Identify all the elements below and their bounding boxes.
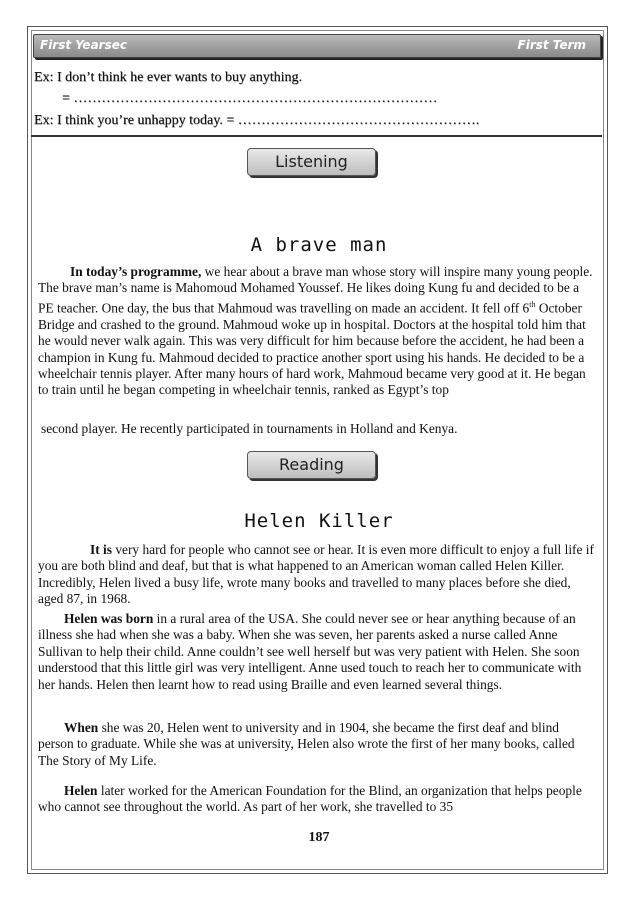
listening-text-2: October Bridge and crashed to the ground. Mahmoud woke up in hospital. Doctors at the hospital told him that he would never walk again. This was very difficult for him because before the accident, he had been a champion in Kung fu. Mahmoud decided to practice another sport using his hands. He decided to be a wheelchair tennis player. After many hours of hard work, Mahmoud became very good at it. He began to train until he began competing in wheelchair tennis, ranked as Egypt’s top: [38, 300, 586, 398]
listening-section-label: Listening: [247, 148, 376, 176]
listening-sup: th: [529, 299, 536, 309]
page-number: 187: [308, 830, 330, 845]
section-divider: [31, 135, 602, 137]
reading-title: Helen Killer: [244, 510, 394, 532]
reading-p3-text: she was 20, Helen went to university and in 1904, she became the first deaf and blind person to graduate. While she was at university, Helen also wrote the first of her many books, called The Story of My Life.: [38, 720, 575, 768]
example-line-3: Ex: I think you’re unhappy today. = …………………………………………….: [34, 113, 480, 128]
reading-paragraph-4: [38, 783, 598, 816]
header-year: First Yearsec: [40, 38, 127, 52]
reading-p2-lead: Helen was born: [64, 611, 154, 626]
reading-p4-lead: Helen: [64, 783, 98, 798]
header-bar: [33, 34, 601, 58]
reading-p1-lead: It is: [90, 542, 112, 557]
listening-last-line: second player. He recently participated in tournaments in Holland and Kenya.: [41, 421, 458, 436]
listening-paragraph: [38, 264, 598, 399]
reading-p1-text: very hard for people who cannot see or hear. It is even more difficult to enjoy a full life if you are both blind and deaf, but that is what happened to an American woman called Helen Killer. Incredibly, Helen lived a busy life, wrote many books and travelled to many places before she died, aged 87, in 1968.: [38, 542, 594, 607]
reading-paragraph-2: [38, 611, 598, 693]
listening-lead: In today’s programme,: [70, 264, 202, 279]
example-line-2: = ……………………………………………………………………: [62, 91, 438, 106]
example-line-1: Ex: I don’t think he ever wants to buy anything.: [34, 70, 303, 85]
reading-paragraph-3: [38, 720, 598, 769]
listening-title: A brave man: [250, 234, 388, 256]
listening-text-1: we hear about a brave man whose story will inspire many young people. The brave man’s name is Mahomoud Mohamed Youssef. He likes doing Kung fu and decided to be a PE teacher. One day, the bus that Mahmoud was travelling on made an accident. It fell off 6: [38, 264, 593, 316]
reading-paragraph-1: [38, 542, 598, 608]
reading-p4-text: later worked for the American Foundation for the Blind, an organization that helps people who cannot see throughout the world. As part of her work, she travelled to 35: [38, 783, 582, 815]
reading-section-label: Reading: [247, 451, 376, 479]
reading-p3-lead: When: [64, 720, 99, 735]
reading-p2-text: in a rural area of the USA. She could never see or hear anything because of an illness she had when she was a baby. When she was seven, her parents asked a nurse called Anne Sullivan to help their child. Anne couldn’t see well herself but was very patient with Helen. She soon understood that this little girl was very intelligent. Anne used touch to reach her to communicate with her hands. Helen then learnt how to read using Braille and even learned several things.: [38, 611, 582, 692]
header-term: First Term: [517, 38, 586, 52]
